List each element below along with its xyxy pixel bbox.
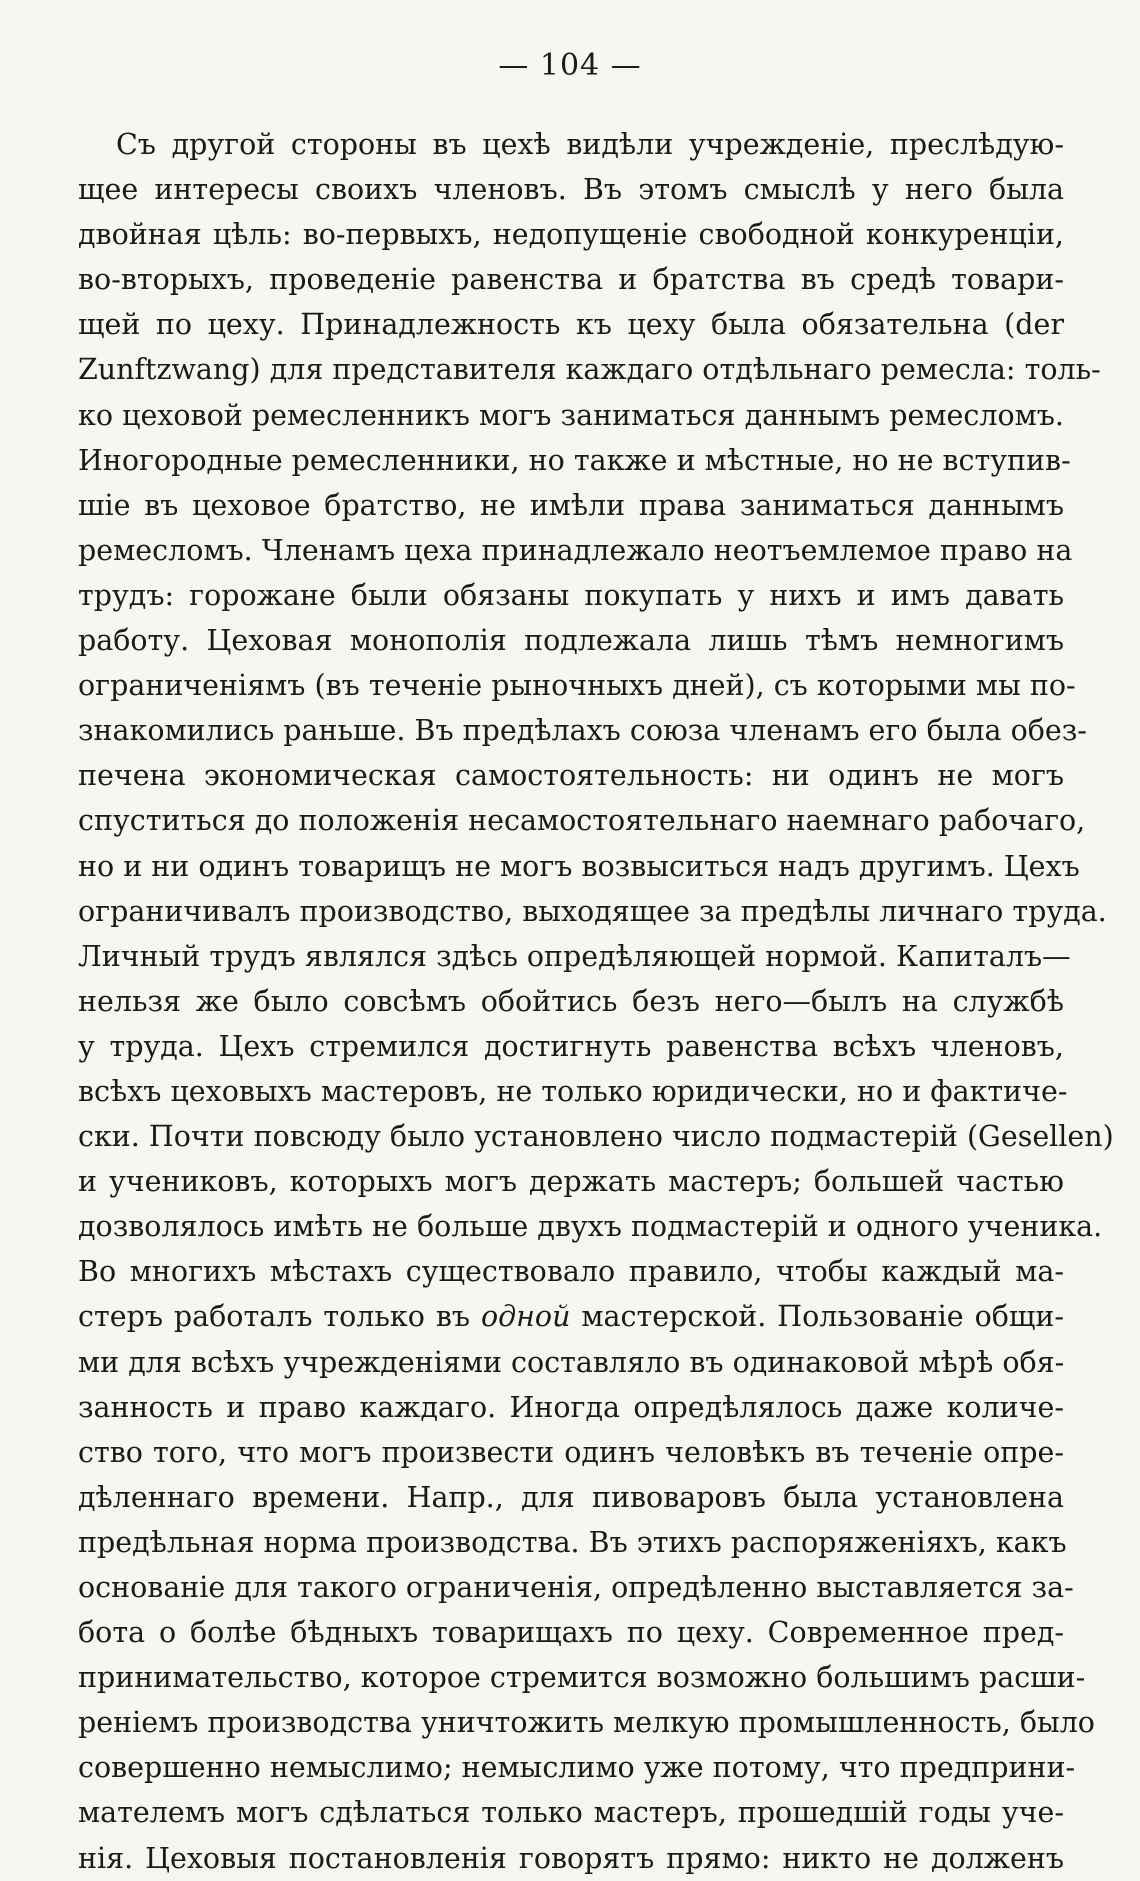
text-line: нія. Цеховыя постановленія говорятъ прямо: никто не долженъ: [78, 1841, 1064, 1875]
text-segment: мастерской. Пользованіе общи-: [570, 1300, 1065, 1334]
text-line: мателемъ могъ сдѣлаться только мастеръ, прошедшій годы уче-: [78, 1796, 1064, 1830]
text-line: спуститься до положенія несамостоятельнаго наемнаго рабочаго,: [78, 804, 1086, 838]
text-line: нельзя же было совсѣмъ обойтись безъ него—былъ на службѣ: [78, 984, 1064, 1018]
text-line-with-italic: [78, 1294, 1064, 1339]
text-segment: стеръ работалъ только въ: [78, 1300, 481, 1334]
text-line: ограничивалъ производство, выходящее за предѣлы личнаго труда.: [78, 894, 1107, 928]
text-line: ремесломъ. Членамъ цеха принадлежало неотъемлемое право на: [78, 533, 1073, 567]
text-line: основаніе для такого ограниченія, опредѣленно выставляется за-: [78, 1571, 1074, 1604]
body-text: [78, 122, 1114, 1881]
text-line: трудъ: горожане были обязаны покупать у нихъ и имъ давать: [78, 578, 1064, 612]
text-line: Во многихъ мѣстахъ существовало правило, чтобы каждый ма-: [78, 1255, 1064, 1289]
italic-word: одной: [480, 1300, 571, 1334]
text-line: совершенно немыслимо; немыслимо уже потому, что предприни-: [78, 1751, 1076, 1785]
text-line: Zunftzwang) для представителя каждаго отдѣльнаго ремесла: толь-: [78, 353, 1101, 387]
text-line: щее интересы своихъ членовъ. Въ этомъ смыслѣ у него была: [78, 173, 1064, 207]
text-line: и учениковъ, которыхъ могъ держать мастеръ; большей частью: [78, 1165, 1064, 1199]
text-line: ко цеховой ремесленникъ могъ заниматься даннымъ ремесломъ.: [78, 398, 1064, 432]
text-line: ство того, что могъ произвести одинъ человѣкъ въ теченіе опре-: [78, 1435, 1064, 1469]
text-line: Иногородные ремесленники, но также и мѣстные, но не вступив-: [78, 443, 1071, 477]
text-line: ми для всѣхъ учрежденіями составляло въ одинаковой мѣрѣ обя-: [78, 1345, 1065, 1379]
text-line: занность и право каждаго. Иногда опредѣлялось даже количе-: [78, 1390, 1064, 1424]
text-line: но и ни одинъ товарищъ не могъ возвыситься надъ другимъ. Цехъ: [78, 849, 1080, 883]
text-line: ограниченіямъ (въ теченіе рыночныхъ дней), съ которыми мы по-: [78, 669, 1076, 703]
text-line: принимательство, которое стремится возможно большимъ расши-: [78, 1661, 1086, 1695]
text-line: во-вторыхъ, проведеніе равенства и братства въ средѣ товари-: [78, 263, 1064, 297]
text-line: предѣльная норма производства. Въ этихъ распоряженіяхъ, какъ: [78, 1525, 1067, 1559]
text-line: Съ другой стороны въ цехѣ видѣли учрежденіе, преслѣдую-: [116, 128, 1064, 161]
text-line: шіе въ цеховое братство, не имѣли права заниматься даннымъ: [78, 488, 1064, 522]
text-line: дѣленнаго времени. Напр., для пивоваровъ была установлена: [78, 1480, 1064, 1514]
text-line: знакомились раньше. Въ предѣлахъ союза членамъ его была обез-: [78, 714, 1087, 748]
text-line: всѣхъ цеховыхъ мастеровъ, не только юридически, но и фактиче-: [78, 1074, 1068, 1108]
text-line: реніемъ производства уничтожить мелкую промышленность, было: [78, 1706, 1095, 1740]
text-line: у труда. Цехъ стремился достигнуть равенства всѣхъ членовъ,: [78, 1029, 1064, 1063]
text-line: щей по цеху. Принадлежность къ цеху была обязательна (der: [78, 308, 1064, 342]
text-line: ски. Почти повсюду было установлено число подмастерій (Gesellen): [78, 1120, 1114, 1154]
text-line: печена экономическая самостоятельность: ни одинъ не могъ: [78, 759, 1064, 793]
text-line: бота о болѣе бѣдныхъ товарищахъ по цеху. Современное пред-: [78, 1616, 1064, 1650]
text-line: двойная цѣль: во-первыхъ, недопущеніе свободной конкуренціи,: [78, 218, 1064, 252]
text-line: работу. Цеховая монополія подлежала лишь тѣмъ немногимъ: [78, 624, 1064, 658]
text-line: Личный трудъ являлся здѣсь опредѣляющей нормой. Капиталъ—: [78, 939, 1071, 973]
page-number: — 104 —: [498, 48, 642, 83]
text-line: дозволялось имѣть не больше двухъ подмастерій и одного ученика.: [78, 1210, 1103, 1244]
